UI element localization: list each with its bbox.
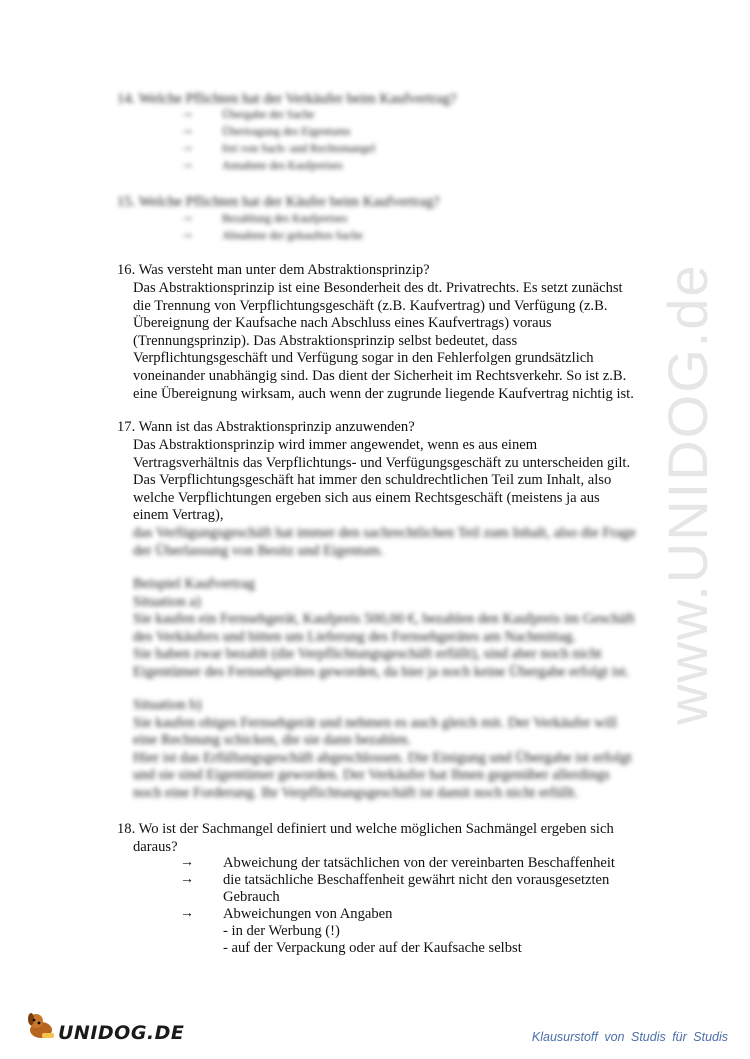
answer-line: Sie kaufen obiges Fernsehgerät und nehmen es auch gleich mit. Der Verkäufer will	[133, 714, 618, 731]
arrow-icon: →	[180, 855, 194, 870]
arrow-icon: →	[180, 210, 194, 225]
arrow-icon: →	[180, 906, 194, 921]
list-item-cont: Gebrauch	[223, 889, 280, 905]
sub-item: - auf der Verpackung oder auf der Kaufsache selbst	[223, 940, 522, 956]
answer-line: noch eine Forderung. Ihr Verpflichtungsgeschäft ist damit noch nicht erfüllt.	[133, 784, 579, 801]
answer-16	[133, 280, 634, 403]
question-15: 15. Welche Pflichten hat der Käufer beim Kaufvertrag?	[117, 194, 440, 210]
answer-line: eine Übereignung wirksam, auch wenn der zugrunde liegende Kaufvertrag nichtig ist.	[133, 385, 634, 402]
list-item: die tatsächliche Beschaffenheit gewährt nicht den vorausgesetzten	[223, 872, 610, 888]
answer-line: und sie sind Eigentümer geworden. Der Verkäufer hat Ihnen gegenüber allerdings	[133, 767, 610, 784]
answer-line: Das Verpflichtungsgeschäft hat immer den schuldrechtlichen Teil zum Inhalt, also	[133, 472, 612, 489]
answer-line: die Trennung von Verpflichtungsgeschäft (z.B. Kaufvertrag) und Verfügung (z.B.	[133, 297, 608, 314]
answer-line: Übereignung der Kaufsache nach Abschluss eines Kaufvertrags) voraus	[133, 315, 552, 332]
watermark: www.UNIDOG.de	[656, 263, 719, 725]
answer-17	[133, 437, 630, 525]
answer-line: einem Vertrag),	[133, 507, 224, 524]
answer-line: Verpflichtungsgeschäft und Verfügung sogar in den Fehlerfolgen grundsätzlich	[133, 350, 594, 367]
answer-line: welche Verpflichtungen ergeben sich aus einem Rechtsgeschäft (meistens ja aus	[133, 489, 600, 506]
list-item: Übergabe der Sache	[222, 109, 315, 121]
answer-line: des Verkäufers und bitten um Lieferung des Fernsehgerätes am Nachmittag.	[133, 628, 577, 645]
list-item: Bezahlung des Kaufpreises	[222, 213, 348, 225]
list-item: Abweichung der tatsächlichen von der vereinbarten Beschaffenheit	[223, 855, 615, 871]
example-title: Beispiel Kaufvertrag	[133, 576, 255, 592]
arrow-icon: →	[180, 106, 194, 121]
answer-line: eine Rechnung schicken, die sie dann bezahlen.	[133, 732, 411, 749]
footer-tagline: Klausurstoff von Studis für Studis	[531, 1030, 728, 1044]
answer-line: Sie haben zwar bezahlt (die Verpflichtungsgeschäft erfüllt), sind aber noch nicht	[133, 646, 602, 663]
question-17: 17. Wann ist das Abstraktionsprinzip anzuwenden?	[117, 419, 415, 435]
answer-line: (Trennungsprinzip). Das Abstraktionsprinzip selbst bedeutet, dass	[133, 332, 518, 349]
list-item: Abnahme der gekauften Sache	[222, 230, 363, 242]
answer-17-blurred	[133, 525, 636, 560]
arrow-icon: →	[180, 872, 194, 887]
arrow-icon: →	[180, 157, 194, 172]
situation-b-title: Situation b)	[133, 697, 202, 713]
list-item: Abweichungen von Angaben	[223, 906, 393, 922]
situation-a-title: Situation a)	[133, 593, 201, 610]
answer-line: Eigentümer des Fernsehgerätes geworden, da hier ja noch keine Übergabe erfolgt ist.	[133, 663, 630, 680]
question-14: 14. Welche Pflichten hat der Verkäufer beim Kaufvertrag?	[117, 91, 457, 107]
answer-line: Das Abstraktionsprinzip wird immer angewendet, wenn es aus einem	[133, 437, 538, 453]
arrow-icon: →	[180, 227, 194, 242]
dog-logo-icon	[24, 1008, 58, 1042]
answer-line: voneinander unabhängig sind. Das dient der Sicherheit im Rechtsverkehr. So ist z.B.	[133, 367, 627, 384]
example-block	[133, 576, 635, 682]
answer-line: Sie kaufen ein Fernsehgerät, Kaufpreis 500,00 €, bezahlen den Kaufpreis im Geschäft	[133, 611, 635, 628]
question-16: 16. Was versteht man unter dem Abstraktionsprinzip?	[117, 262, 430, 278]
arrow-icon: →	[180, 123, 194, 138]
answer-line: der Überlassung von Besitz und Eigentum.	[133, 542, 384, 559]
answer-line: Hier ist das Erfüllungsgeschäft abgeschlossen. Die Einigung und Übergabe ist erfolgt	[133, 749, 632, 766]
list-item: Übertragung des Eigentums	[222, 126, 351, 138]
list-item: frei von Sach- und Rechtsmangel	[222, 143, 376, 155]
arrow-icon: →	[180, 140, 194, 155]
situation-b-block	[133, 697, 632, 803]
answer-line: das Verfügungsgeschäft hat immer den sachrechtlichen Teil zum Inhalt, also die Frage	[133, 525, 636, 541]
answer-line: Das Abstraktionsprinzip ist eine Besonderheit des dt. Privatrechts. Es setzt zunächst	[133, 280, 623, 296]
list-item: Annahme des Kaufpreises	[222, 160, 343, 172]
question-18: 18. Wo ist der Sachmangel definiert und welche möglichen Sachmängel ergeben sich	[117, 821, 614, 837]
footer-logo[interactable]: UNIDOG.DE	[58, 1022, 185, 1044]
sub-item: - in der Werbung (!)	[223, 923, 340, 939]
question-18-cont: daraus?	[133, 839, 178, 855]
answer-line: Vertragsverhältnis das Verpflichtungs- und Verfügungsgeschäft zu unterscheiden gilt.	[133, 454, 631, 471]
